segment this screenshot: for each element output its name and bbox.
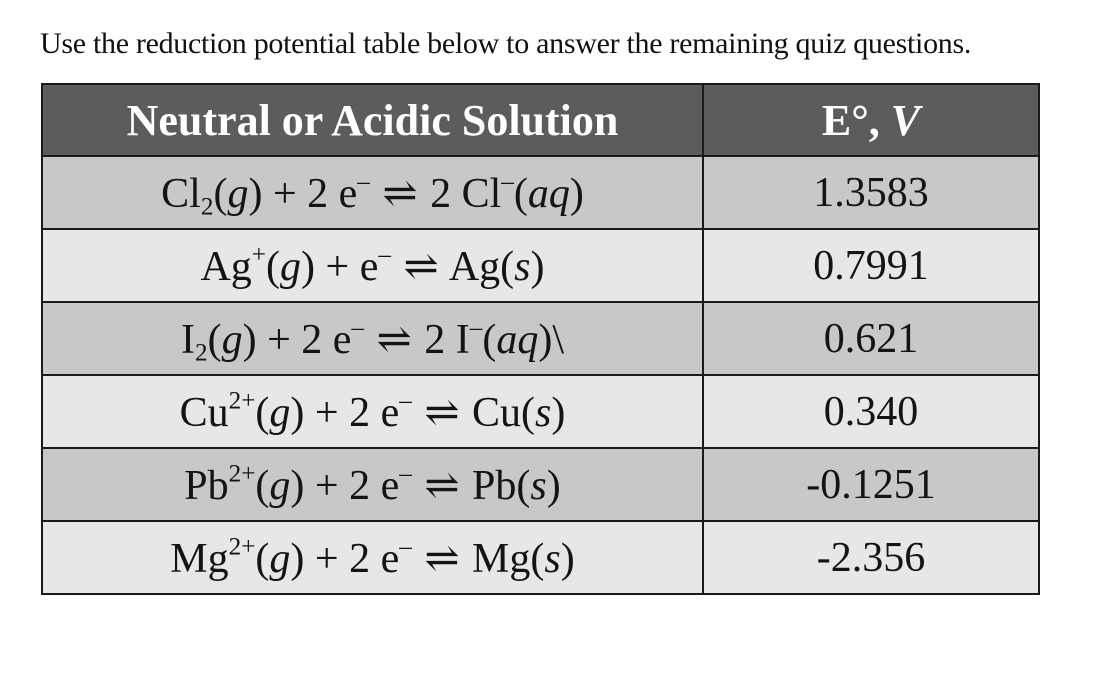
reduced-species: Cu: [472, 389, 522, 436]
reduced-coefficient: 2: [424, 316, 456, 363]
oxidized-charge: 2+: [228, 459, 256, 487]
oxidized-state-open: (: [213, 170, 228, 217]
equilibrium-arrow-icon: ⇌: [382, 170, 418, 217]
reduced-species: Ag: [448, 243, 501, 290]
potential-value: -2.356: [703, 521, 1039, 594]
reduced-state-close: ): [546, 462, 561, 509]
oxidized-state-open: (: [266, 243, 281, 290]
oxidized-state: g: [280, 243, 302, 290]
equilibrium-arrow-icon: ⇌: [424, 462, 460, 509]
reduced-state: s: [544, 535, 561, 582]
reaction-column-header: Neutral or Acidic Solution: [42, 84, 703, 156]
oxidized-state-close: ): [248, 170, 263, 217]
oxidized-species: Mg: [170, 535, 229, 582]
oxidized-state: g: [269, 389, 291, 436]
reduced-state: s: [514, 243, 531, 290]
reduced-state-open: (: [530, 535, 545, 582]
equilibrium-arrow-icon: ⇌: [424, 535, 460, 582]
electron-charge: –: [351, 313, 365, 341]
oxidized-state-close: ): [242, 316, 257, 363]
oxidized-subscript: 2: [195, 339, 208, 367]
oxidized-species: I: [181, 316, 195, 363]
table-row-5: [42, 448, 1039, 521]
oxidized-subscript: 2: [200, 193, 214, 221]
half-reaction-cell: [42, 156, 703, 229]
table-row-3: [42, 302, 1039, 375]
electron-term: + 2 e: [314, 462, 400, 509]
reduced-state-close: ): [569, 170, 584, 217]
oxidized-species: Ag: [200, 243, 252, 290]
intro-instruction: Use the reduction potential table below to answer the remaining quiz questions.: [40, 27, 972, 60]
reduction-potential-table: [41, 83, 1040, 595]
potential-value: -0.1251: [703, 448, 1039, 521]
potential-value: 0.621: [703, 302, 1039, 375]
oxidized-state: g: [221, 316, 243, 363]
oxidized-state-open: (: [255, 462, 270, 509]
oxidized-state-close: ): [290, 535, 305, 582]
table-row-1: [42, 156, 1039, 229]
trailing-mark: \: [552, 316, 564, 363]
oxidized-state: g: [227, 170, 249, 217]
electron-term: + 2 e: [267, 316, 352, 363]
oxidized-state-open: (: [255, 389, 270, 436]
reduced-state-close: ): [530, 243, 545, 290]
electron-charge: –: [378, 240, 391, 268]
reduced-coefficient: 2: [430, 170, 462, 217]
potential-value: 0.340: [703, 375, 1039, 448]
oxidized-charge: +: [251, 240, 267, 268]
electron-charge: –: [399, 459, 412, 487]
equilibrium-arrow-icon: ⇌: [376, 316, 412, 363]
reduced-state: s: [530, 462, 547, 509]
table-header-row: [42, 84, 1039, 156]
oxidized-charge: 2+: [228, 532, 256, 560]
reduced-state: s: [535, 389, 552, 436]
reduced-state: aq: [527, 170, 570, 217]
reduced-charge: –: [501, 167, 514, 195]
half-reaction-cell: [42, 375, 703, 448]
electron-charge: –: [357, 167, 370, 195]
oxidized-state-close: ): [290, 389, 305, 436]
oxidized-state: g: [269, 535, 291, 582]
reduced-charge: –: [469, 313, 483, 341]
potential-header-label: E°,: [821, 95, 891, 145]
potential-value: 1.3583: [703, 156, 1039, 229]
table-row-2: [42, 229, 1039, 302]
reduced-state-open: (: [513, 170, 528, 217]
potential-unit: V: [890, 95, 921, 145]
oxidized-state-open: (: [207, 316, 222, 363]
half-reaction-cell: [42, 521, 703, 594]
electron-term: + e: [325, 243, 379, 290]
oxidized-species: Pb: [184, 462, 229, 509]
electron-term: + 2 e: [272, 170, 358, 217]
table-row-4: [42, 375, 1039, 448]
electron-term: + 2 e: [314, 389, 400, 436]
half-reaction-cell: [42, 302, 703, 375]
reduced-state-open: (: [482, 316, 497, 363]
oxidized-species: Cu: [179, 389, 229, 436]
reduced-state-close: ): [538, 316, 553, 363]
electron-term: + 2 e: [314, 535, 400, 582]
reduced-state-close: ): [551, 389, 566, 436]
oxidized-state-close: ): [290, 462, 305, 509]
reduced-species: Mg: [472, 535, 531, 582]
equilibrium-arrow-icon: ⇌: [403, 243, 439, 290]
reduced-species: I: [455, 316, 470, 363]
electron-charge: –: [399, 386, 412, 414]
reduced-species: Pb: [472, 462, 517, 509]
oxidized-state-close: ): [301, 243, 316, 290]
reduced-state-close: ): [560, 535, 575, 582]
electron-charge: –: [399, 532, 412, 560]
oxidized-charge: 2+: [228, 386, 256, 414]
half-reaction-cell: [42, 448, 703, 521]
half-reaction-cell: [42, 229, 703, 302]
table-row-6: [42, 521, 1039, 594]
reduced-state-open: (: [500, 243, 515, 290]
equilibrium-arrow-icon: ⇌: [424, 389, 460, 436]
reduced-state: aq: [496, 316, 539, 363]
oxidized-state-open: (: [255, 535, 270, 582]
potential-column-header: [703, 84, 1039, 156]
reduced-species: Cl: [461, 170, 502, 217]
oxidized-species: Cl: [161, 170, 201, 217]
potential-value: 0.7991: [703, 229, 1039, 302]
reduced-state-open: (: [516, 462, 531, 509]
oxidized-state: g: [269, 462, 291, 509]
reduced-state-open: (: [521, 389, 536, 436]
